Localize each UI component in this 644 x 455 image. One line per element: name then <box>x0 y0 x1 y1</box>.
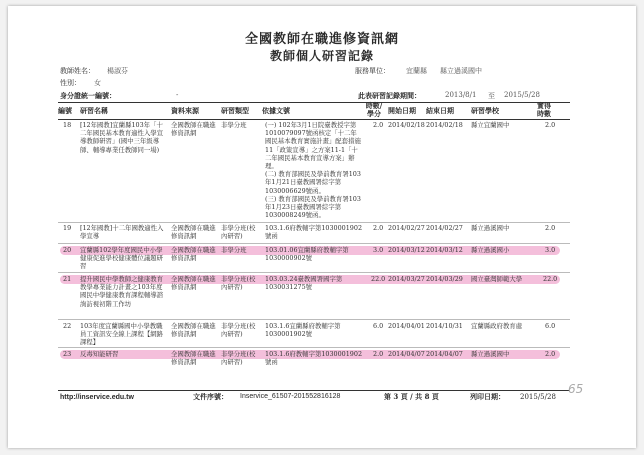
header-divider <box>58 119 570 120</box>
col-name: 研習名稱 <box>80 106 108 115</box>
row-doc: 103.1.6宜蘭縣府教輔字第1030001902號 <box>265 322 341 339</box>
row-end: 2014/10/31 <box>426 322 463 330</box>
row-school: 縣立過溪國中 <box>471 350 510 358</box>
col-school: 研習學校 <box>471 106 499 115</box>
row-divider <box>58 347 570 348</box>
row-end: 2014/02/18 <box>426 121 463 129</box>
row-hours: 2.0 <box>373 350 384 358</box>
row-doc: 103.03.24臺教國署國字第1030031275號 <box>265 275 343 292</box>
document-title: 全國教師在職進修資訊網 <box>244 32 399 47</box>
row-type: 非學分班(校內研習) <box>221 350 256 367</box>
period-sep: 至 <box>488 92 495 100</box>
col-doc: 依據文號 <box>262 106 290 115</box>
gender-label: 性別： <box>60 79 81 87</box>
print-date: 2015/5/28 <box>520 393 556 401</box>
row-start: 2014/04/01 <box>388 322 425 330</box>
row-school: 縣立過溪國小 <box>471 246 510 254</box>
row-earned: 2.0 <box>545 350 556 358</box>
row-name: 103年度宜蘭縣國中小學教職員工資訊安全線上課程【網路課程】 <box>80 322 164 347</box>
handwritten-note: 65 <box>568 382 584 396</box>
row-hours: 3.0 <box>373 246 384 254</box>
serial-label: 文件序號： <box>193 392 228 401</box>
row-type: 非學分班(校內研習) <box>221 275 256 292</box>
row-name: 提升國民中學教師之健康教育教學專業能力計畫之103年度國民中學健康教育課程輔導諮詢訪視初階工作坊 <box>80 275 164 308</box>
row-divider <box>58 222 570 223</box>
row-type: 非學分班(校內研習) <box>221 322 256 339</box>
row-start: 2014/02/27 <box>388 224 425 232</box>
teacher-gender: 女 <box>94 79 101 87</box>
row-school: 縣立宜蘭國中 <box>471 121 510 129</box>
period-to: 2015/5/28 <box>504 91 540 99</box>
teacher-id: - <box>176 91 179 99</box>
row-earned: 22.0 <box>543 275 558 283</box>
id-label: 身分證統一編號： <box>60 91 116 100</box>
row-type: 非學分班(校內研習) <box>221 224 256 241</box>
row-source: 全國教師在職進修資訊網 <box>171 322 216 339</box>
row-end: 2014/04/07 <box>426 350 463 358</box>
row-hours: 22.0 <box>371 275 386 283</box>
row-name: [12年國教]十二年國教適性入學宣導 <box>80 224 164 241</box>
row-no: 22 <box>63 322 72 330</box>
row-start: 2014/04/07 <box>388 350 425 358</box>
row-earned: 2.0 <box>545 121 556 129</box>
page-number: 第 3 頁 / 共 8 頁 <box>384 392 439 401</box>
name-label: 教師姓名： <box>60 67 95 75</box>
footer-url[interactable]: http://inservice.edu.tw <box>60 394 134 401</box>
col-earned: 實得時數 <box>537 101 551 118</box>
unit-school: 縣立過溪國中 <box>440 67 482 75</box>
row-doc: 103.1.6府教輔字第1030001902號函 <box>265 224 363 241</box>
row-source: 全國教師在職進修資訊網 <box>171 246 216 263</box>
row-source: 全國教師在職進修資訊網 <box>171 350 216 367</box>
document-page <box>8 6 636 448</box>
period-label: 此表研習記錄期間： <box>358 91 421 100</box>
row-end: 2014/02/27 <box>426 224 463 232</box>
row-source: 全國教師在職進修資訊網 <box>171 275 216 292</box>
row-doc: 103.01.06宜蘭縣府教輔字第1030000902號 <box>265 246 349 263</box>
row-name: [12年國教]宜蘭縣103年「十二年國民基本教育適性入學宣導教師研習」(國中三年級導師、輔導專業任教師同一場) <box>80 121 164 154</box>
row-hours: 2.0 <box>373 121 384 129</box>
row-earned: 3.0 <box>545 246 556 254</box>
row-divider <box>58 272 570 273</box>
col-source: 資料來源 <box>171 106 199 115</box>
row-hours: 2.0 <box>373 224 384 232</box>
col-start: 開始日期 <box>388 106 416 115</box>
document-subtitle: 教師個人研習記錄 <box>269 49 374 63</box>
row-hours: 6.0 <box>373 322 384 330</box>
row-divider <box>58 243 570 244</box>
row-start: 2014/02/18 <box>388 121 425 129</box>
row-earned: 2.0 <box>545 224 556 232</box>
row-divider <box>58 319 570 320</box>
teacher-name: 楊淑芬 <box>107 67 128 75</box>
footer-divider <box>58 390 570 391</box>
row-earned: 6.0 <box>545 322 556 330</box>
divider <box>58 102 570 103</box>
row-source: 全國教師在職進修資訊網 <box>171 121 216 138</box>
row-no: 19 <box>63 224 72 232</box>
col-no: 編號 <box>58 106 72 115</box>
row-no: 21 <box>63 275 72 283</box>
row-start: 2014/03/12 <box>388 246 425 254</box>
col-end: 結束日期 <box>426 106 454 115</box>
row-no: 18 <box>63 121 72 129</box>
row-doc: (一) 102年3月1日院臺教授字第1010079097號函核定「十二年國民基本教育實施計畫」配套措施11「政策宣導」之方案11-1「十二年國民基本教育宣導方案」辦理。 (二) 教育部國民及學前教育署103年1月21日臺教國署綜字第1030006629號函。 (三) 教育部國民及學前教育署103年1月23日臺教國署綜字第1030008249號函。 <box>265 121 361 220</box>
row-end: 2014/03/12 <box>426 246 463 254</box>
unit-label: 服務單位： <box>355 67 390 75</box>
row-school: 國立臺灣師範大學 <box>471 275 523 283</box>
row-no: 23 <box>63 350 72 358</box>
period-from: 2013/8/1 <box>445 91 477 99</box>
serial-number: Inservice_61507-201552816128 <box>240 393 341 400</box>
print-date-label: 列印日期： <box>470 392 505 401</box>
row-school: 宜蘭縣政府教育處 <box>471 322 523 330</box>
col-hours: 時數/學分 <box>365 101 383 118</box>
col-type: 研習類型 <box>221 106 249 115</box>
row-school: 縣立過溪國中 <box>471 224 510 232</box>
row-end: 2014/03/29 <box>426 275 463 283</box>
row-start: 2014/03/27 <box>388 275 425 283</box>
row-doc: 103.1.6府教輔字第1030001902號函 <box>265 350 363 367</box>
row-no: 20 <box>63 246 72 254</box>
row-type: 非學分班 <box>221 121 247 129</box>
row-name: 宜蘭縣102學年度國民中小學健康促進學校健康體位議題研習 <box>80 246 164 271</box>
row-type: 非學分班 <box>221 246 247 254</box>
row-name: 反毒知能研習 <box>80 350 119 358</box>
unit-county: 宜蘭縣 <box>406 67 427 75</box>
row-source: 全國教師在職進修資訊網 <box>171 224 216 241</box>
